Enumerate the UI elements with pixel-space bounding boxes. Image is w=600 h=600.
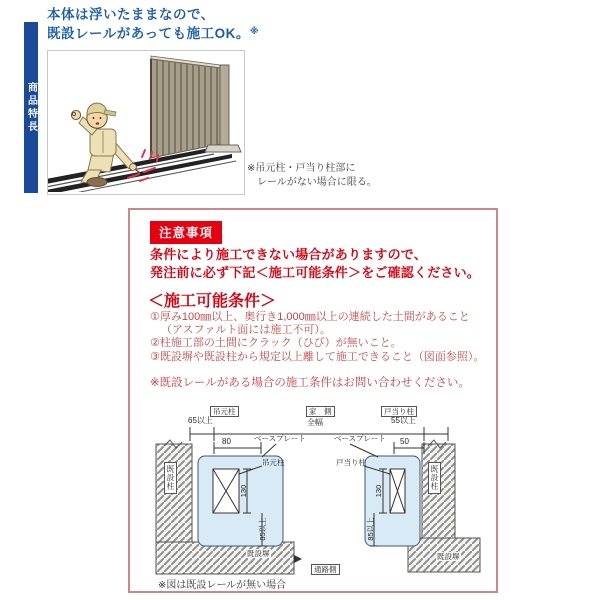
dim-80-label: 80 bbox=[222, 437, 231, 446]
condition-item-1: ①厚み100㎜以上、奥行き1,000㎜以上の連続した土間があること bbox=[150, 311, 470, 323]
baseplate-right-label: ベースプレート bbox=[334, 434, 386, 443]
fence-panel bbox=[151, 56, 241, 158]
dim-fullwidth-label: 全幅 bbox=[307, 418, 323, 427]
passage-arrow bbox=[294, 555, 302, 563]
existing-post-right-label: 既設柱 bbox=[428, 462, 441, 494]
dim-85-left-label: 85以上 bbox=[258, 517, 267, 541]
existing-rail-note: ※既設レールがある場合の施工条件はお問い合わせください。 bbox=[150, 377, 470, 389]
baseplate-left-label: ベースプレート bbox=[254, 434, 306, 443]
hanging-post-callout: 吊元柱 bbox=[262, 458, 285, 467]
caution-lead-line2: 発注前に必ず下記＜施工可能条件＞をご確認ください。 bbox=[150, 265, 481, 280]
condition-item-2: ②柱施工部の土間にクラック（ひび）が無いこと。 bbox=[150, 337, 402, 350]
dim-55-label: 55以上 bbox=[391, 416, 416, 425]
existing-post-left-label: 既設柱 bbox=[164, 462, 177, 494]
diagram-footnote: ※図は既設レールが無い場合 bbox=[158, 580, 287, 591]
caution-lead-line1: 条件により施工できない場合がありますので、 bbox=[150, 247, 427, 262]
installation-illustration-frame bbox=[47, 50, 245, 195]
fence-illustration bbox=[48, 51, 242, 192]
product-feature-label: 商品特長 bbox=[25, 81, 37, 134]
illustration-note-line2: レールがない場合に限る。 bbox=[257, 177, 377, 188]
hanging-post-label: 吊元柱 bbox=[210, 406, 239, 417]
illustration-note bbox=[247, 162, 377, 190]
stopper-post-label: 戸当り柱 bbox=[381, 406, 417, 417]
passage-side-label: 通路側 bbox=[311, 564, 340, 575]
condition-item-3: ③既設塀や既設柱から規定以上離して施工できること（図面参照）。 bbox=[150, 350, 485, 363]
dim-130-left-label: 130 bbox=[239, 484, 248, 498]
existing-wall-right-label: 既設塀 bbox=[437, 552, 460, 561]
dim-85-right-label: 85以上 bbox=[366, 517, 375, 541]
existing-wall-left-label: 既設塀 bbox=[247, 549, 270, 558]
illustration-note-line1: ※吊元柱・戸当り柱部に bbox=[247, 163, 356, 174]
dim-130-right-label: 130 bbox=[374, 484, 383, 498]
conditions-list bbox=[150, 311, 484, 364]
dim-50-label: 50 bbox=[400, 437, 409, 446]
feature-headline-line2: 既設レールがあっても施工OK。※ bbox=[47, 26, 260, 41]
product-feature-tab bbox=[24, 22, 38, 193]
caution-box bbox=[128, 208, 498, 593]
conditions-title: ＜施工可能条件＞ bbox=[148, 293, 277, 310]
dim-65-label: 65以上 bbox=[188, 416, 213, 425]
stopper-post-callout: 戸当り柱 bbox=[336, 458, 366, 467]
feature-headline bbox=[47, 6, 259, 42]
feature-headline-line1: 本体は浮いたままなので、 bbox=[47, 7, 215, 22]
condition-item-1b: （アスファルト面には施工不可）。 bbox=[161, 324, 331, 337]
installation-diagram bbox=[150, 404, 486, 576]
caution-lead bbox=[150, 246, 480, 282]
caution-badge: 注意事項 bbox=[150, 221, 222, 244]
house-side-label: 家 側 bbox=[306, 406, 335, 417]
headline-note-mark: ※ bbox=[249, 26, 260, 36]
